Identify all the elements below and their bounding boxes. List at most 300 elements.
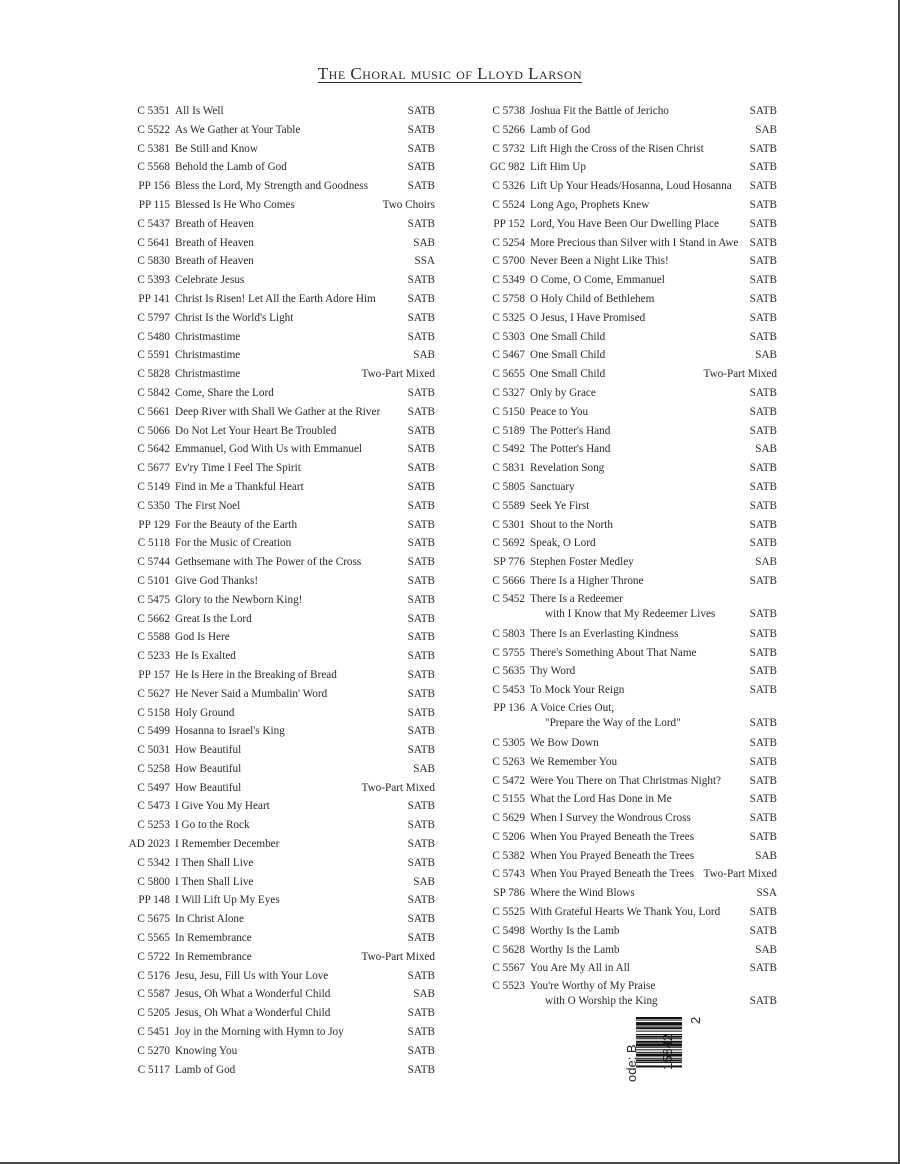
song-title: Emmanuel, God With Us with Emmanuel [175,443,363,456]
catalog-entry [110,685,435,704]
catalog-entry [110,121,435,140]
catalog-code: PP 156 [138,180,170,193]
catalog-code: C 5629 [492,812,525,825]
catalog-entry [110,177,435,196]
song-title: When You Prayed Beneath the Trees [530,868,695,881]
catalog-entry [465,681,777,700]
song-title: Blessed Is He Who Comes [175,198,295,211]
voicing: SATB [407,1063,435,1076]
catalog-entry [110,779,435,798]
catalog-code: C 5350 [137,499,170,512]
voicing: SATB [407,180,435,193]
song-title: Lamb of God [530,123,591,136]
catalog-code: C 5842 [137,386,170,399]
song-title: One Small Child [530,330,606,343]
catalog-entry [465,884,777,903]
voicing: SATB [749,274,777,287]
catalog-entry [110,741,435,760]
catalog-entry [465,941,777,960]
catalog-code: C 5118 [137,537,170,550]
catalog-entry [465,978,777,1012]
catalog-entry [465,847,777,866]
voicing: SATB [407,424,435,437]
voicing: SATB [749,499,777,512]
song-title: How Beautiful [175,744,242,757]
catalog-code: SP 776 [493,556,525,569]
catalog-entry [465,346,777,365]
voicing: SATB [407,574,435,587]
catalog-entry [465,700,777,734]
catalog-entry [465,459,777,478]
catalog-code: C 5270 [137,1044,170,1057]
catalog-code: C 5628 [492,943,525,956]
catalog-code: C 5266 [492,123,525,136]
voicing: SATB [407,894,435,907]
catalog-code: C 5473 [137,800,170,813]
catalog-entry [110,403,435,422]
catalog-code: C 5155 [492,793,525,806]
catalog-entry [110,215,435,234]
song-title: Were You There on That Christmas Night? [530,774,722,787]
song-title: Breath of Heaven [175,236,254,249]
song-title: Jesus, Oh What a Wonderful Child [175,988,331,1001]
catalog-code: PP 152 [493,217,525,230]
catalog-code: C 5150 [492,405,525,418]
catalog-entry [465,234,777,253]
voicing: SAB [755,849,777,862]
catalog-entry [465,534,777,553]
catalog-code: C 5303 [492,330,525,343]
catalog-entry [110,910,435,929]
voicing: SATB [749,736,777,749]
catalog-entry [465,403,777,422]
voicing: SAB [413,875,435,888]
voicing: Two-Part Mixed [361,368,435,381]
song-title: Sanctuary [530,480,575,493]
song-title: Be Still and Know [175,142,258,155]
voicing: SATB [407,800,435,813]
catalog-code: C 5351 [137,105,170,117]
page-title [0,64,900,84]
catalog-code: C 5655 [492,368,525,381]
catalog-entry [110,929,435,948]
catalog-code: C 5666 [492,574,525,587]
voicing: SATB [749,574,777,587]
song-title: Christ Is the World's Light [175,311,294,324]
song-title: Glory to the Newborn King! [175,593,303,606]
catalog-entry [465,384,777,403]
voicing: Two-Part Mixed [361,781,435,794]
catalog-code: C 5349 [492,274,525,287]
catalog-entry [465,591,777,625]
voicing: SATB [749,812,777,825]
catalog-code: C 5453 [492,684,525,697]
voicing: SAB [413,349,435,362]
song-title: Long Ago, Prophets Knew [530,198,650,211]
voicing: SATB [749,755,777,768]
voicing: SATB [407,142,435,155]
song-title: There's Something About That Name [530,646,697,659]
song-title: Come, Share the Lord [175,386,274,399]
song-title: There Is a Redeemer [530,592,623,605]
song-title: Shout to the North [530,518,613,531]
catalog-entry [110,140,435,159]
catalog-entry [110,967,435,986]
voicing: SATB [749,180,777,193]
catalog-code: C 5692 [492,537,525,550]
song-title: In Remembrance [175,932,252,945]
catalog-code: C 5393 [137,274,170,287]
catalog-code: PP 141 [138,292,170,305]
catalog-entry [465,790,777,809]
catalog-code: C 5382 [492,849,525,862]
catalog-entry [110,365,435,384]
catalog-entry [110,591,435,610]
voicing: SATB [407,443,435,456]
song-title: I Then Shall Live [175,856,254,869]
voicing: SATB [749,462,777,475]
song-title: The First Noel [175,499,241,512]
song-title: Behold the Lamb of God [175,161,287,174]
barcode-digits: 15842 [660,1033,675,1070]
catalog-entry [110,516,435,535]
catalog-entry [465,516,777,535]
catalog-entry [465,572,777,591]
catalog-entry [110,234,435,253]
song-title: Jesu, Jesu, Fill Us with Your Love [175,969,329,982]
voicing: SSA [756,887,777,900]
catalog-entry [110,572,435,591]
voicing: Two-Part Mixed [361,950,435,963]
song-title: There Is an Everlasting Kindness [530,627,679,640]
catalog-entry [110,478,435,497]
voicing: SATB [407,161,435,174]
catalog-code: C 5176 [137,969,170,982]
catalog-entry [465,828,777,847]
catalog-code: C 5758 [492,292,525,305]
catalog-code: PP 115 [138,198,170,211]
song-title-continued: with O Worship the King [545,995,658,1008]
catalog-entry [465,121,777,140]
catalog-entry [465,922,777,941]
catalog-entry [465,140,777,159]
song-title: He Is Exalted [175,650,236,663]
voicing: SATB [749,962,777,975]
song-title: Worthy Is the Lamb [530,924,620,937]
song-title: When I Survey the Wondrous Cross [530,812,691,825]
song-title: God Is Here [175,631,230,644]
catalog-code: PP 148 [138,894,170,907]
catalog-entry [110,854,435,873]
catalog-entry [465,959,777,978]
catalog-entry [110,1004,435,1023]
catalog-code: SP 786 [493,887,525,900]
catalog-entry [110,534,435,553]
song-title: Celebrate Jesus [175,274,245,287]
catalog-entry [465,422,777,441]
catalog-code: C 5253 [137,819,170,832]
song-title: Breath of Heaven [175,217,254,230]
catalog-code: C 5205 [137,1007,170,1020]
song-title: Lift Up Your Heads/Hosanna, Loud Hosanna [530,180,732,193]
catalog-code: C 5467 [492,349,525,362]
voicing: SATB [407,856,435,869]
catalog-code: C 5641 [137,236,170,249]
voicing: SATB [407,462,435,475]
song-title: I Remember December [175,838,280,851]
voicing: SATB [407,969,435,982]
voicing: SATB [749,995,777,1008]
voicing: SATB [749,627,777,640]
voicing: SATB [407,838,435,851]
song-title: Bless the Lord, My Strength and Goodness [175,180,368,193]
catalog-code: C 5677 [137,462,170,475]
catalog-entry [110,835,435,854]
catalog-code: C 5589 [492,499,525,512]
catalog-code: C 5800 [137,875,170,888]
voicing: SATB [407,292,435,305]
voicing: SATB [407,518,435,531]
voicing: Two-Part Mixed [703,868,777,881]
catalog-code: C 5525 [492,906,525,919]
song-title: Breath of Heaven [175,255,254,268]
voicing: SAB [755,943,777,956]
catalog-code: C 5755 [492,646,525,659]
catalog-code: C 5301 [492,518,525,531]
catalog-code: C 5381 [137,142,170,155]
catalog-entry [110,666,435,685]
catalog-entry [110,722,435,741]
voicing: SATB [749,480,777,493]
song-title: Jesus, Oh What a Wonderful Child [175,1007,331,1020]
catalog-code: C 5499 [137,725,170,738]
song-title: Christ Is Risen! Let All the Earth Adore Him [175,292,376,305]
song-title: Christmastime [175,349,241,362]
catalog-entry [110,440,435,459]
catalog-entry [465,365,777,384]
song-title: Deep River with Shall We Gather at the River [175,405,381,418]
catalog-code: C 5722 [137,950,170,963]
catalog-code: C 5805 [492,480,525,493]
catalog-entry [110,158,435,177]
voicing: SATB [749,537,777,550]
catalog-entry [465,102,777,121]
song-title: Give God Thanks! [175,574,259,587]
catalog-entry [110,873,435,892]
catalog-code: C 5591 [137,349,170,362]
voicing: SATB [407,725,435,738]
catalog-code: C 5437 [137,217,170,230]
song-title: As We Gather at Your Table [175,123,301,136]
catalog-entry [110,797,435,816]
catalog-code: C 5627 [137,687,170,700]
song-title: Where the Wind Blows [530,887,635,900]
catalog-entry [465,252,777,271]
song-title: All Is Well [175,105,224,117]
catalog-code: C 5831 [492,462,525,475]
song-title: Find in Me a Thankful Heart [175,480,304,493]
song-title-continued: with I Know that My Redeemer Lives [545,607,716,620]
catalog-entry [110,1061,435,1080]
song-title: For the Music of Creation [175,537,292,550]
song-title: I Will Lift Up My Eyes [175,894,280,907]
song-title: A Voice Cries Out, [530,701,615,714]
catalog-entry [465,772,777,791]
catalog-entry [110,422,435,441]
catalog-code: C 5158 [137,706,170,719]
voicing: SATB [407,932,435,945]
song-title: The Potter's Hand [530,424,611,437]
barcode-check: 2 [688,1016,703,1024]
catalog-entry [465,478,777,497]
song-title: How Beautiful [175,762,242,775]
catalog-code: C 5797 [137,311,170,324]
catalog-entry [110,309,435,328]
catalog-code: C 5206 [492,830,525,843]
catalog-entry [465,177,777,196]
catalog-code: PP 129 [138,518,170,531]
voicing: Two-Part Mixed [703,368,777,381]
catalog-code: C 5803 [492,627,525,640]
catalog-entry [465,309,777,328]
catalog-code: C 5587 [137,988,170,1001]
voicing: SATB [407,330,435,343]
song-title: Peace to You [530,405,589,418]
song-title: Christmastime [175,368,241,381]
catalog-code: C 5732 [492,142,525,155]
catalog-code: C 5189 [492,424,525,437]
catalog-entry [110,196,435,215]
voicing: SATB [407,1044,435,1057]
catalog-code: C 5305 [492,736,525,749]
catalog-code: C 5480 [137,330,170,343]
song-title-continued: "Prepare the Way of the Lord" [545,716,681,729]
catalog-code: C 5567 [492,962,525,975]
catalog-entry [465,328,777,347]
song-title: Holy Ground [175,706,235,719]
song-title: When You Prayed Beneath the Trees [530,849,695,862]
song-title: In Remembrance [175,950,252,963]
song-title: O Holy Child of Bethlehem [530,292,655,305]
catalog-entry [110,1023,435,1042]
catalog-code: C 5326 [492,180,525,193]
catalog-code: C 5101 [137,574,170,587]
catalog-entry [465,215,777,234]
catalog-entry [110,346,435,365]
voicing: SATB [407,744,435,757]
song-title: I Then Shall Live [175,875,254,888]
voicing: SATB [407,631,435,644]
voicing: SATB [407,1007,435,1020]
catalog-code: C 5675 [137,913,170,926]
voicing: SAB [413,988,435,1001]
catalog-entry [110,891,435,910]
voicing: SATB [407,386,435,399]
voicing: SATB [407,274,435,287]
song-title: Great Is the Lord [175,612,252,625]
catalog-entry [110,497,435,516]
song-title: To Mock Your Reign [530,684,625,697]
catalog-entry [465,903,777,922]
voicing: SATB [749,830,777,843]
catalog-entry [110,328,435,347]
catalog-code: C 5327 [492,386,525,399]
song-title: What the Lord Has Done in Me [530,793,672,806]
voicing: SATB [407,668,435,681]
catalog-entry [465,271,777,290]
song-title: Ev'ry Time I Feel The Spirit [175,462,301,475]
catalog-code: C 5325 [492,311,525,324]
voicing: SATB [749,684,777,697]
catalog-code: C 5642 [137,443,170,456]
voicing: SATB [749,236,777,249]
catalog-code: PP 157 [138,668,170,681]
catalog-entry [110,628,435,647]
catalog-code: C 5738 [492,105,525,117]
voicing: SATB [407,819,435,832]
catalog-code: C 5662 [137,612,170,625]
voicing: SATB [407,650,435,663]
catalog-code: C 5475 [137,593,170,606]
catalog-entry [465,158,777,177]
voicing: SATB [749,405,777,418]
song-title: You Are My All in All [530,962,630,975]
catalog-code: C 5149 [137,480,170,493]
voicing: SATB [749,646,777,659]
catalog-code: C 5565 [137,932,170,945]
voicing: SATB [749,330,777,343]
song-title: Joshua Fit the Battle of Jericho [530,105,669,117]
voicing: SATB [749,906,777,919]
song-title: For the Beauty of the Earth [175,518,298,531]
catalog-code: C 5031 [137,744,170,757]
voicing: SATB [407,706,435,719]
song-title: O Come, O Come, Emmanuel [530,274,665,287]
song-title: Only by Grace [530,386,596,399]
voicing: SATB [749,217,777,230]
catalog-code: C 5342 [137,856,170,869]
song-title: There Is a Higher Throne [530,574,644,587]
song-title: When You Prayed Beneath the Trees [530,830,695,843]
catalog-code: PP 136 [493,701,525,714]
catalog-code: C 5743 [492,868,525,881]
voicing: SATB [407,593,435,606]
catalog-code: C 5588 [137,631,170,644]
catalog-code: C 5524 [492,198,525,211]
song-title: Worthy Is the Lamb [530,943,620,956]
catalog-entry [110,760,435,779]
catalog-code: C 5472 [492,774,525,787]
catalog-entry [110,816,435,835]
voicing: SATB [749,793,777,806]
catalog-code: C 5635 [492,665,525,678]
voicing: SATB [749,386,777,399]
catalog-entry [110,290,435,309]
voicing: SATB [407,612,435,625]
song-title: Never Been a Night Like This! [530,255,669,268]
catalog-code: C 5233 [137,650,170,663]
song-title: He Is Here in the Breaking of Bread [175,668,337,681]
catalog-code: C 5492 [492,443,525,456]
song-title: Lord, You Have Been Our Dwelling Place [530,217,719,230]
song-title: I Give You My Heart [175,800,270,813]
catalog-entry [110,985,435,1004]
barcode-text [598,1016,703,1082]
catalog-code: C 5830 [137,255,170,268]
voicing: SAB [755,443,777,456]
catalog-entry [465,196,777,215]
barcode-bar [636,1065,682,1067]
